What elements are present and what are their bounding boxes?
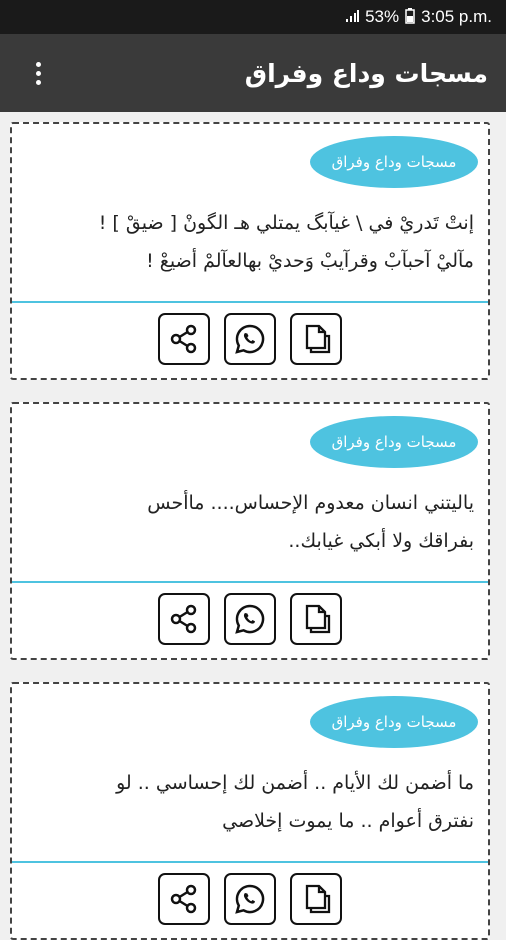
divider bbox=[12, 861, 488, 863]
category-tag: مسجات وداع وفراق bbox=[310, 136, 478, 188]
message-line: مآليْ آحبآبْ وقرآيبْ وَحديْ بهالعآلمْ أضيعْ ! bbox=[146, 250, 474, 272]
share-icon bbox=[167, 602, 201, 636]
battery-icon bbox=[405, 8, 415, 26]
whatsapp-icon bbox=[233, 322, 267, 356]
status-bar bbox=[0, 0, 506, 34]
message-card bbox=[10, 122, 490, 380]
share-icon bbox=[167, 882, 201, 916]
card-actions bbox=[12, 593, 488, 645]
message-line: ما أضمن لك الأيام .. أضمن لك إحساسي .. لو bbox=[116, 772, 474, 794]
message-list[interactable] bbox=[0, 112, 506, 940]
whatsapp-icon bbox=[233, 882, 267, 916]
card-actions bbox=[12, 873, 488, 925]
divider bbox=[12, 581, 488, 583]
share-button[interactable] bbox=[158, 593, 210, 645]
share-icon bbox=[167, 322, 201, 356]
whatsapp-button[interactable] bbox=[224, 873, 276, 925]
message-card bbox=[10, 682, 490, 940]
app-bar bbox=[0, 34, 506, 112]
battery-level: 53% bbox=[365, 7, 400, 26]
message-line: نفترق أعوام .. ما يموت إخلاصي bbox=[222, 810, 474, 832]
whatsapp-button[interactable] bbox=[224, 313, 276, 365]
copy-icon bbox=[299, 882, 333, 916]
divider bbox=[12, 301, 488, 303]
whatsapp-icon bbox=[233, 602, 267, 636]
copy-button[interactable] bbox=[290, 873, 342, 925]
copy-icon bbox=[299, 322, 333, 356]
share-button[interactable] bbox=[158, 873, 210, 925]
share-button[interactable] bbox=[158, 313, 210, 365]
message-card bbox=[10, 402, 490, 660]
message-text bbox=[26, 484, 474, 560]
overflow-menu-button[interactable] bbox=[30, 56, 47, 91]
card-actions bbox=[12, 313, 488, 365]
signal-icon bbox=[345, 9, 359, 25]
message-text bbox=[26, 204, 474, 280]
category-tag: مسجات وداع وفراق bbox=[310, 696, 478, 748]
message-line: إنتْ تَدريْ في \ غيآبگ يمتلي هـ الگونْ [ ضيقْ ] ! bbox=[98, 212, 474, 234]
copy-button[interactable] bbox=[290, 593, 342, 645]
category-tag: مسجات وداع وفراق bbox=[310, 416, 478, 468]
message-line: ياليتني انسان معدوم الإحساس.... ماأحس bbox=[147, 492, 474, 514]
copy-button[interactable] bbox=[290, 313, 342, 365]
message-line: بفراقك ولا أبكي غيابك.. bbox=[288, 530, 474, 552]
clock: 3:05 p.m. bbox=[421, 7, 492, 26]
message-text bbox=[26, 764, 474, 840]
page-title: مسجات وداع وفراق bbox=[244, 58, 488, 88]
whatsapp-button[interactable] bbox=[224, 593, 276, 645]
copy-icon bbox=[299, 602, 333, 636]
